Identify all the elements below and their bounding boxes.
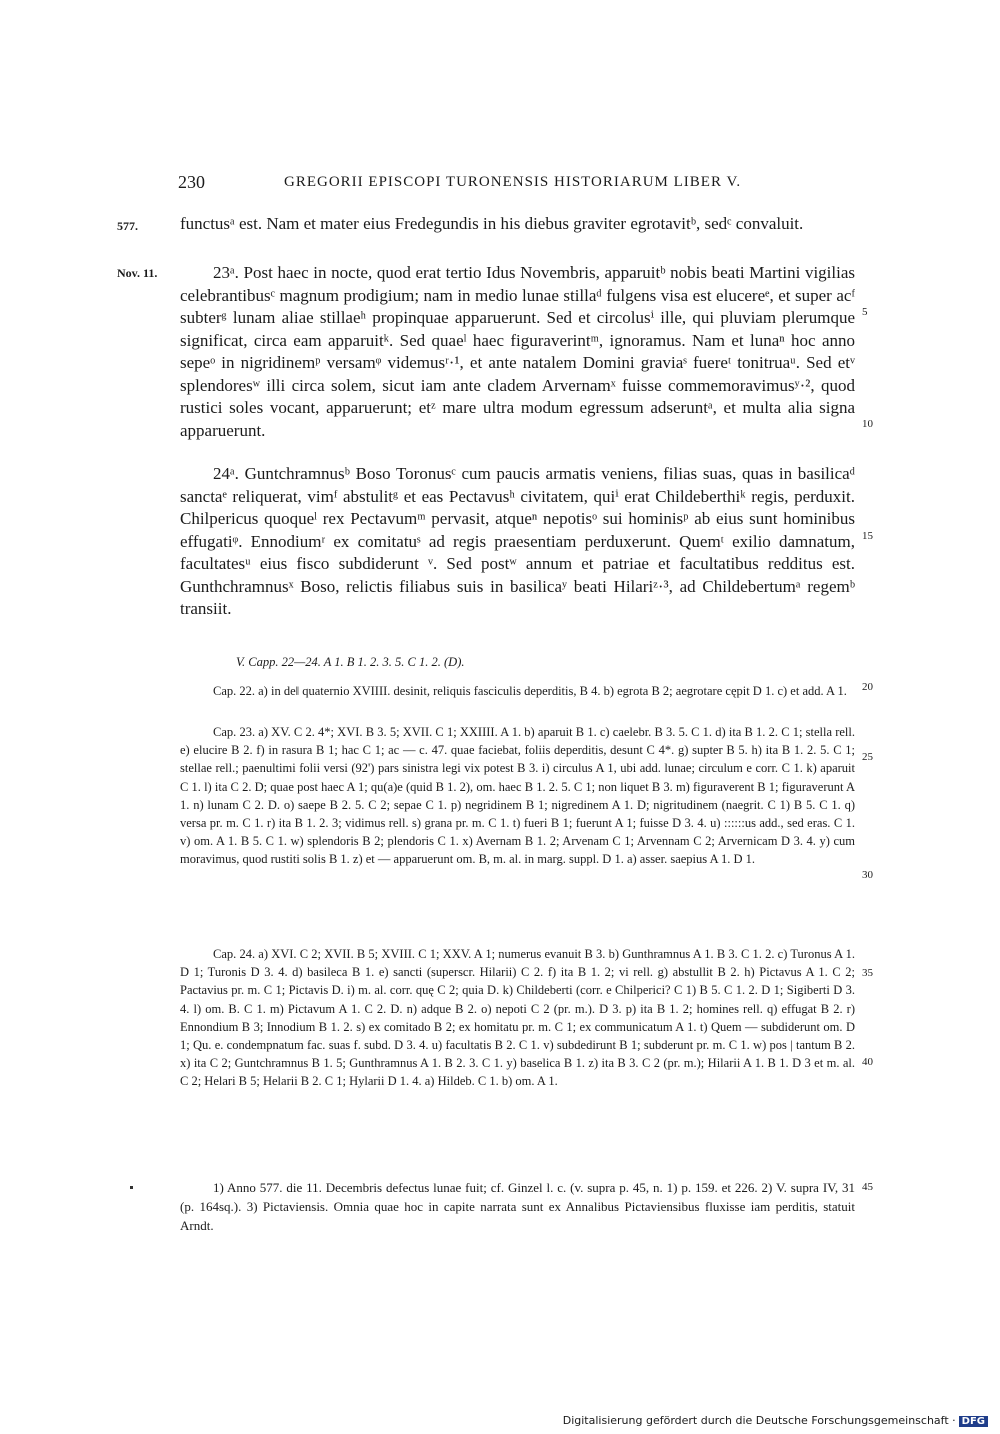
footnote-marker-dot — [130, 1186, 133, 1189]
line-number: 25 — [862, 751, 873, 763]
apparatus-cap-22: Cap. 22. a) in de‖ quaternio XVIIII. desinit, reliquis fasciculis deperditis, B 4. b) egrota B 2; aegrotare cępit D 1. c) et add. A 1. — [213, 684, 847, 698]
running-title: GREGORII EPISCOPI TURONENSIS HISTORIARUM LIBER V. — [284, 174, 742, 190]
apparatus-cap-23: Cap. 23. a) XV. C 2. 4*; XVI. B 3. 5; XVII. C 1; XXIIII. A 1. b) aparuit B 1. c) caelebr. B 3. 5. C 1. d) ita B 1. 2. C 1; stella rell. e) elucire B 2. f) in rasura B 1; hac C 1; ac — c. 47. quae faciebat, foliis deperditis, desunt C 4*. g) supter B 5. h) ita B 1. 2. 5. C 1; stellae rell.; paenultimi folii versi (92') pars sinistra legi vix potest B 3. i) circulus A 1, ubi add. lunae; circulum e corr. C 1. k) aparuit C 1. l) ita C 2. D; quae post haec A 1; qu(a)e (quid B 1. 2), om. haec B 1. 2. 5. C 1; non liquet B 3. m) figuraverent B 1; figuraverunt A 1. n) lunam C 2. D. o) saepe B 2. 5. C 2; sepae C 1. p) negridinem B 1; nigredinem A 1. D; nigritudinem (naegrit. C 1) B 5. C 1. q) versa pr. m. C 1. r) ita B 1. 2. 3; vidimus rell. s) grana pr. m. C 1. t) fueri B 1; fuerunt A 1; fuisse D 3. 4. u) ::::::us add., sed eras. C 1. v) om. A 1. B 5. C 1. w) splendoris B 2; plendoris C 1. x) Avernam B 1. 2; Arvenam C 1; Arvennam C 2; Arvernicam D 3. 4. y) cum moravimus, quod rustiti solis B 1. z) et — apparuerunt om. B, m. al. in marg. suppl. D 1. a) asser. saepius A 1. D 1. — [180, 725, 855, 867]
dfg-logo: DFG — [959, 1416, 988, 1427]
line-number: 5 — [862, 306, 868, 318]
line-number: 20 — [862, 681, 873, 693]
digitization-credit — [563, 1414, 988, 1427]
paragraph-intro: functusᵃ est. Nam et mater eius Fredegundis in his diebus graviter egrotavitᵇ, sedᶜ convaluit. — [180, 214, 804, 233]
paragraph-chapter-23: 23ᵃ. Post haec in nocte, quod erat tertio Idus Novembris, apparuitᵇ nobis beati Martini vigilias celebrantibusᶜ magnum prodigium; nam in medio lunae stillaᵈ fulgens visa est elucereᵉ, et super acᶠ subterᵍ lunam aliae stillaeʰ propinquae apparuerunt. Sed et circolusⁱ ille, qui pluviam plerumque significat, circa eam apparuitᵏ. Sed quaeˡ haec figuraverintᵐ, ignoramus. Nam et lunaⁿ hoc anno sepeᵒ in nigridinemᵖ versamᵠ videmusʳ·¹, et ante natalem Domini graviaˢ fuereᵗ tonitruaᵘ. Sed etᵛ splendoresʷ illi circa solem, sicut iam ante cladem Arvernamˣ fuisse commemoravimusʸ·², quod rustici soles vocant, apparuerunt; etᶻ mare ultra modum egressum adseruntᵃ, et multa alia signa apparuerunt. — [180, 263, 855, 440]
line-number: 10 — [862, 418, 873, 430]
apparatus-sources: V. Capp. 22—24. A 1. B 1. 2. 3. 5. C 1. 2. (D). — [236, 655, 465, 669]
line-number: 15 — [862, 530, 873, 542]
apparatus-cap-24: Cap. 24. a) XVI. C 2; XVII. B 5; XVIII. C 1; XXV. A 1; numerus evanuit B 3. b) Gunthramnus A 1. B 3. C 1. 2. c) Turonus A 1. D 1; Turonis D 3. 4. d) basileca B 1. e) sancti (superscr. Hilarii) C 2. f) ita B 1. 2; vi rell. g) abstullit B 2. h) Pictavus A 1. C 2; Pactavius pr. m. C 1; Pictavis D. i) m. al. corr. quę C 2; quia D. k) Childeberti (corr. e Chilperici? C 1) B 5. C 1. 2. D 1; Sigiberti D 3. 4. l) om. B. C 1. m) Pictavum A 1. C 2. D. n) adque B 2. o) nepoti C 2 (pr. m.). D 3. p) ita B 1. 2; homines rell. q) effugat B 2. r) Ennondium B 3; Innodium B 1. 2. s) ex comitado B 2; ex homitatu pr. m. C 1; ex communicatum A 1. t) Quem — subdiderunt om. D 1; Qu. e. condempnatum fac. suas f. subd. D 3. 4. u) facultatis B 2. C 1. v) subdedirunt B 1; subderunt pr. m. C 1. w) pos | tantum B 2. x) ita C 2; Guntchramnus B 1. 5; Gunthramnus A 1. B 2. 3. C 1. y) baselica B 1. z) ita B 3. C 2 (pr. m.); Hilarii A 1. B 1. D 3 et m. al. C 2; Helari B 5; Helarii B 2. C 1; Hylarii D 1. 4. a) Hildeb. C 1. b) om. A 1. — [180, 947, 855, 1089]
credit-text: Digitalisierung gefördert durch die Deutsche Forschungsgemeinschaft · — [562, 1414, 956, 1427]
footnotes: 1) Anno 577. die 11. Decembris defectus lunae fuit; cf. Ginzel l. c. (v. supra p. 45, n. 1) p. 159. et 226. 2) V. supra IV, 31 (p. 164sq.). 3) Pictaviensis. Omnia quae hoc in capite narrata sunt ex Annalibus Pictaviensibus fluxisse iam perditis, statuit Arndt. — [180, 1180, 855, 1233]
page-number: 230 — [178, 172, 205, 192]
line-number: 45 — [862, 1181, 873, 1193]
line-number: 35 — [862, 967, 873, 979]
line-number: 30 — [862, 869, 873, 881]
paragraph-chapter-24: 24ᵃ. Guntchramnusᵇ Boso Toronusᶜ cum paucis armatis veniens, filias suas, quas in basilicaᵈ sanctaᵉ reliquerat, vimᶠ abstulitᵍ et eas Pectavusʰ civitatem, quiⁱ erat Childeberthiᵏ regis, perduxit. Chilpericus quoqueˡ rex Pectavumᵐ pervasit, atqueⁿ nepotisᵒ sui hominisᵖ ab eius sunt hominibus effugatiᵠ. Ennodiumʳ ex comitatuˢ ad regis praesentiam perduxerunt. Quemᵗ exilio damnatum, facultatesᵘ eius fisco subdiderunt ᵛ. Sed postʷ annum et patriae et facultatibus redditus est. Gunthchramnusˣ Boso, relictis filiabus suis in basilicaʸ beati Hilariᶻ·³, ad Childebertumᵃ regemᵇ transiit. — [180, 464, 855, 618]
line-number: 40 — [862, 1056, 873, 1068]
margin-year: 577. — [117, 219, 138, 233]
margin-date: Nov. 11. — [117, 266, 158, 280]
page-header — [178, 172, 858, 196]
